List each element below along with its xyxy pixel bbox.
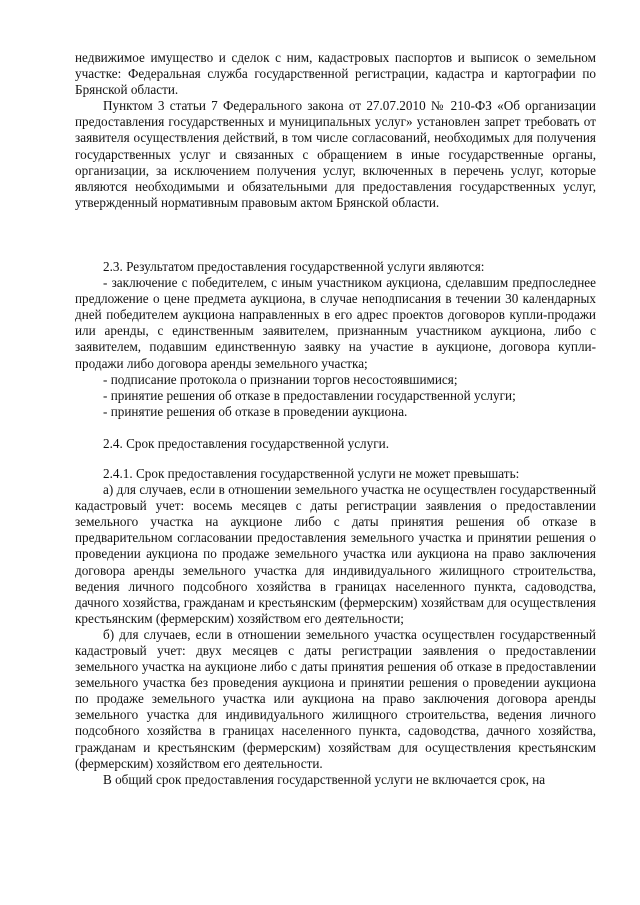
spacer — [75, 211, 596, 259]
section-2-3-item-4: - принятие решения об отказе в проведении аукциона. — [103, 403, 408, 419]
spacer — [75, 452, 596, 466]
section-2-4-1-item-a: а) для случаев, если в отношении земельного участка не осуществлен государственный кадастровый учет: восемь месяцев с даты регистрации заявления о предоставлении земельного участка на аукционе либо с даты принятия решения об отказе в предварительном согласовании предоставления земельного участка и принятии решения о проведении аукциона по продаже земельного участка или аукциона на право заключения договора аренды земельного участка для индивидуального жилищного строительства, ведения личного подсобного хозяйства в границах населенного пункта, садоводства, дачного хозяйства, гражданам и крестьянским (фермерским) хозяйствам для осуществления крестьянским (фермерским) хозяйством его деятельности; — [75, 482, 596, 626]
section-2-4-heading: 2.4. Срок предоставления государственной услуги. — [103, 435, 389, 451]
section-2-4-1-item-b: б) для случаев, если в отношении земельного участка осуществлен государственный кадастровый учет: двух месяцев с даты регистрации заявления о предоставлении земельного участка на аукционе либо с даты принятия решения об отказе в предоставлении земельного участка без проведения аукциона и принятии решения о проведении аукциона по продаже земельного участка или аукциона на право заключения договора аренды земельного участка для индивидуального жилищного строительства, ведения личного подсобного хозяйства в границах населенного пункта, садоводства, дачного хозяйства, гражданам и крестьянским (фермерским) хозяйствам для осуществления крестьянским (фермерским) хозяйством его деятельности. — [75, 626, 596, 771]
section-2-3-item-1: - заключение с победителем, с иным участником аукциона, сделавшим предпоследнее предложение о цене предмета аукциона, в случае неподписания в течении 30 календарных дней победителем аукциона направленных в его адрес проектов договоров купли-продажи или аренды, с единственным заявителем, признанным участником аукциона, либо с заявителем, подавшим единственную заявку на участие в аукционе, договора купли-продажи либо договора аренды земельного участка; — [75, 275, 596, 371]
section-2-3-item-2: - подписание протокола о признании торгов несостоявшимися; — [103, 371, 458, 387]
section-2-3-item-3: - принятие решения об отказе в предоставлении государственной услуги; — [103, 387, 516, 403]
paragraph-210fz: Пунктом 3 статьи 7 Федерального закона от 27.07.2010 № 210-ФЗ «Об организации предоставления государственных и муниципальных услуг» установлен запрет требовать от заявителя осуществления действий, в том числе согласований, необходимых для получения государственных услуг и связанных с обращением в иные государственные органы, организации, за исключением получения услуг, включенных в перечень услуг, которые являются необходимыми и обязательными для предоставления государственных услуг, утвержденный нормативным правовым актом Брянской области. — [75, 98, 596, 210]
paragraph-continuation: недвижимое имущество и сделок с ним, кадастровых паспортов и выписок о земельном участке: Федеральная служба государственной регистрации, кадастра и картографии по Брянской области. — [75, 50, 596, 98]
spacer — [75, 420, 596, 436]
section-2-3-heading: 2.3. Результатом предоставления государственной услуги являются: — [103, 258, 485, 274]
paragraph-general-term: В общий срок предоставления государственной услуги не включается срок, на — [103, 771, 546, 787]
section-2-4-1-heading: 2.4.1. Срок предоставления государственной услуги не может превышать: — [103, 465, 520, 481]
